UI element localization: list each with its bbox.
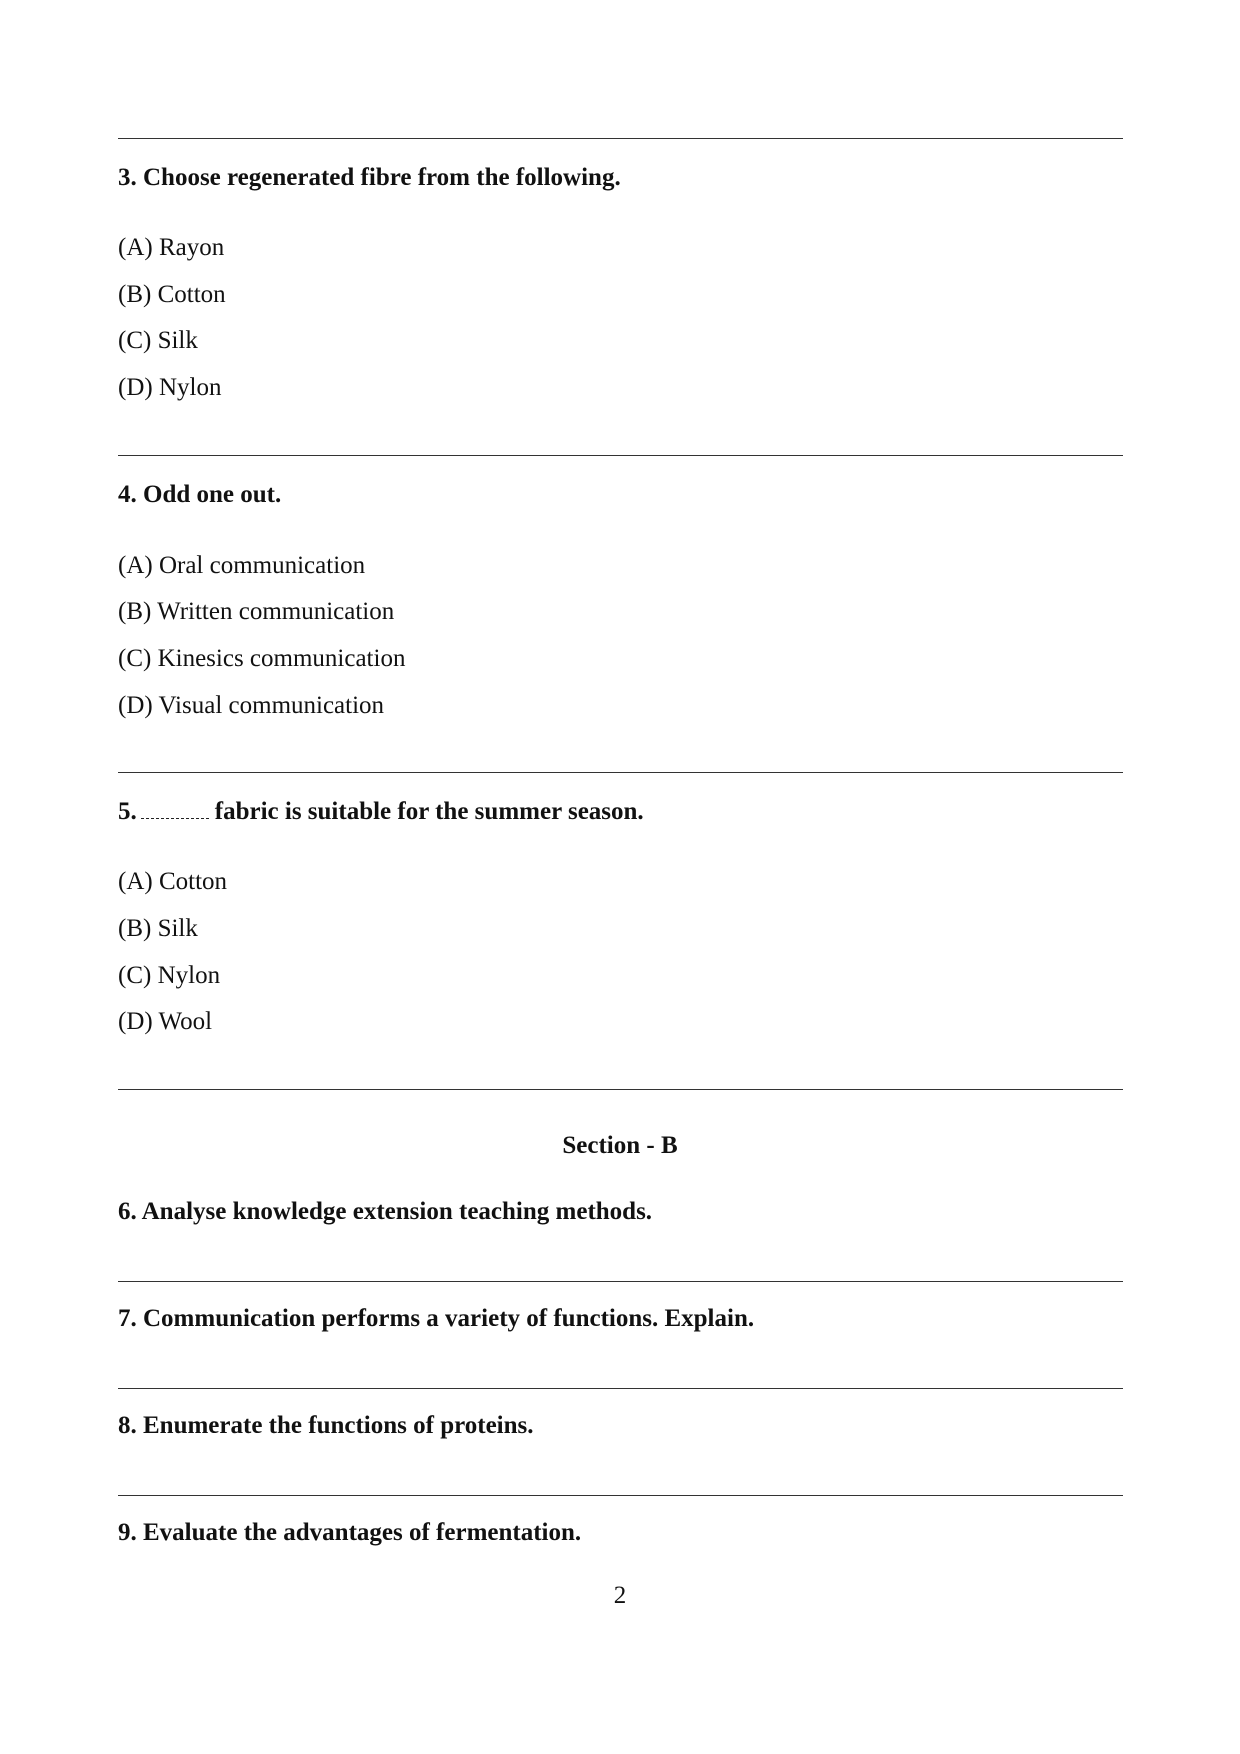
divider [118,455,1123,456]
option-b: (B) Cotton [118,281,226,308]
section-title: Section - B [562,1132,678,1159]
divider [118,138,1123,139]
option-d: (D) Visual communication [118,692,385,719]
question-6: 6. Analyse knowledge extension teaching methods. [118,1198,653,1225]
page-number: 2 [613,1582,627,1609]
question-8: 8. Enumerate the functions of proteins. [118,1412,534,1439]
question-text: Choose regenerated fibre from the following. [143,164,621,191]
option-c: (C) Kinesics communication [118,645,406,672]
question-4 [118,480,281,510]
question-7: 7. Communication performs a variety of functions. Explain. [118,1305,755,1332]
option-d: (D) Nylon [118,374,222,401]
divider [118,1388,1123,1389]
question-3 [118,163,621,193]
divider [118,772,1123,773]
option-b: (B) Silk [118,915,198,942]
question-number: 3. [118,164,137,191]
option-a: (A) Rayon [118,234,225,261]
option-c: (C) Nylon [118,962,221,989]
question-number: 4. [118,481,137,508]
divider [118,1089,1123,1090]
question-text: Odd one out. [143,481,282,508]
option-c: (C) Silk [118,327,198,354]
option-a: (A) Oral communication [118,552,366,579]
option-a: (A) Cotton [118,868,228,895]
question-number: 5. [118,798,137,825]
option-d: (D) Wool [118,1008,213,1035]
option-b: (B) Written communication [118,598,395,625]
divider [118,1281,1123,1282]
question-9: 9. Evaluate the advantages of fermentation. [118,1519,582,1546]
question-5 [118,797,644,827]
fill-in-blank [141,804,209,819]
question-text: fabric is suitable for the summer season. [214,798,644,825]
divider [118,1495,1123,1496]
